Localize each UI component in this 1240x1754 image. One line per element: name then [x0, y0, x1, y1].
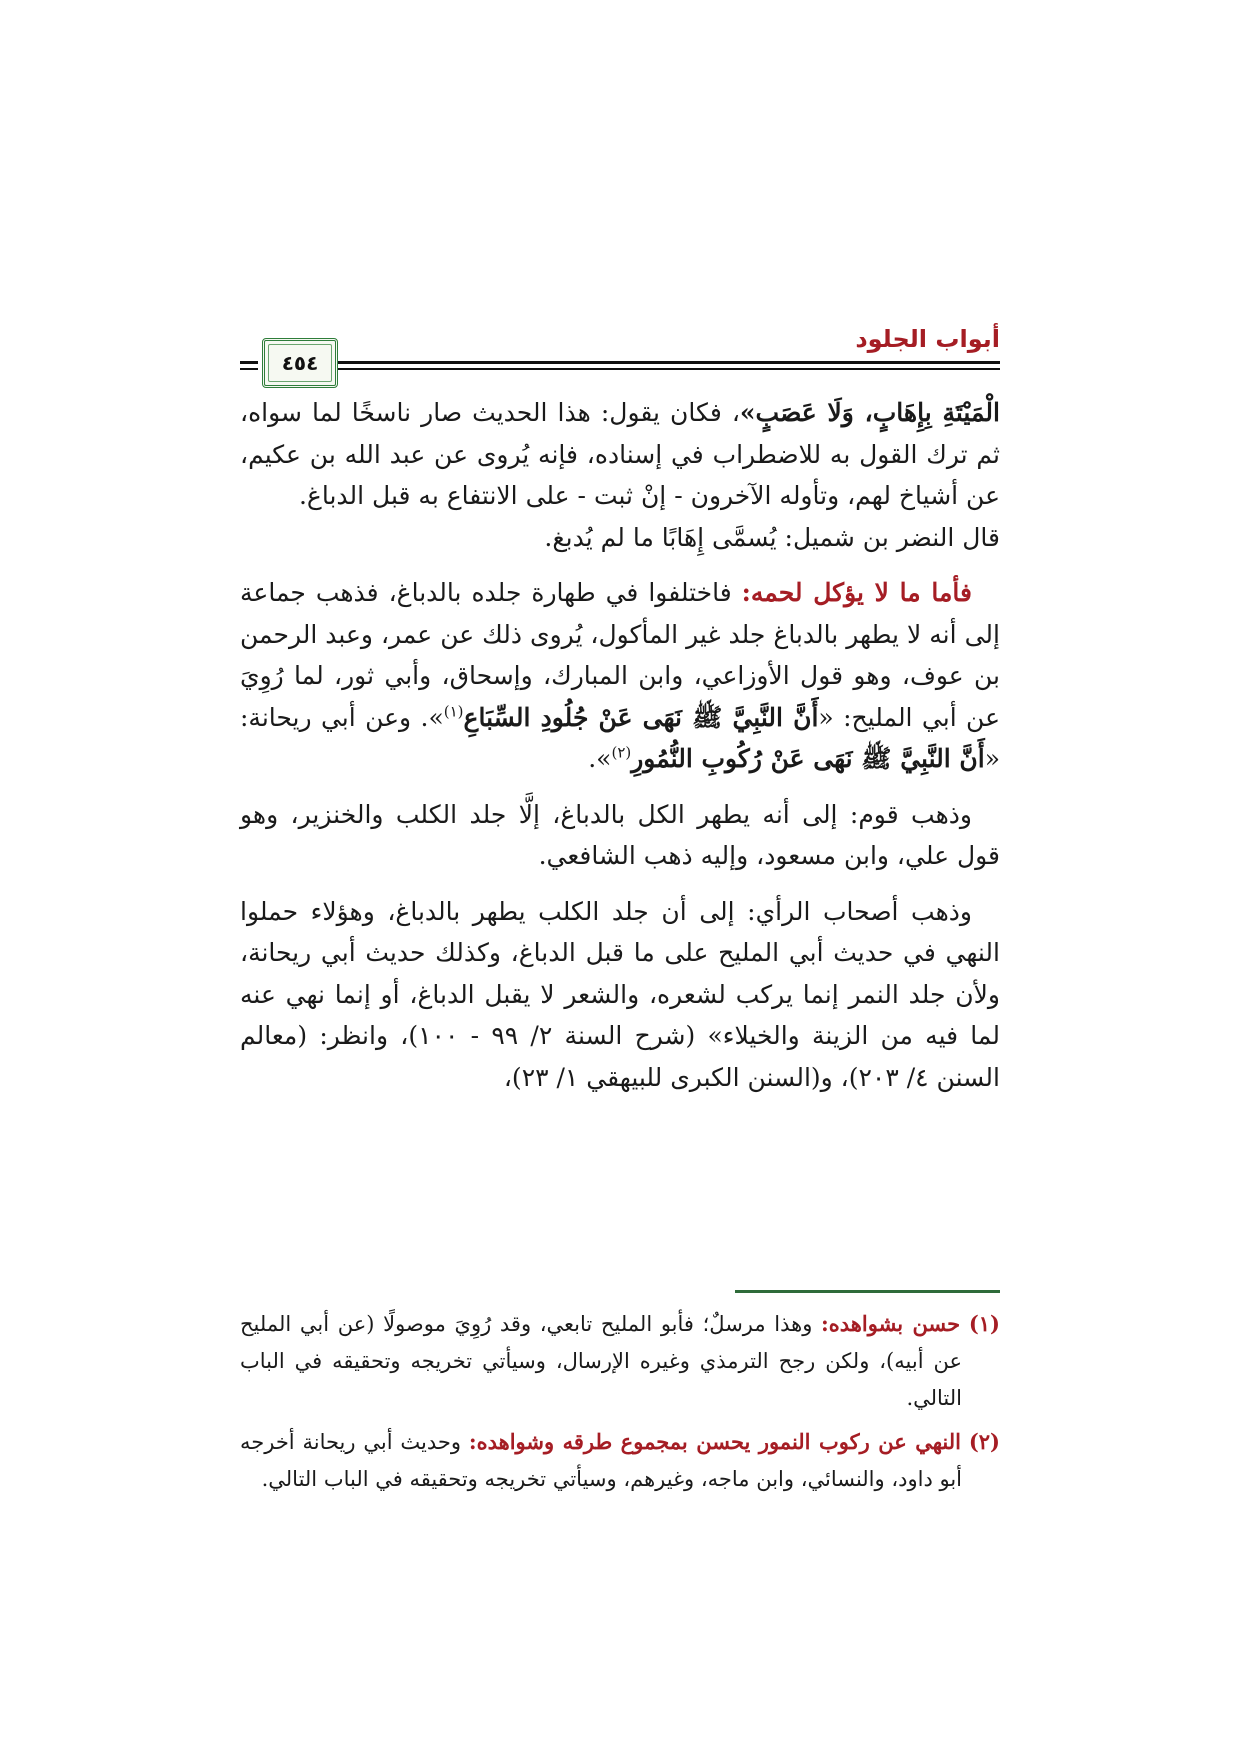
- section-heading: فأما ما لا يؤكل لحمه:: [741, 578, 972, 607]
- footnote-heading: النهي عن ركوب النمور يحسن بمجموع طرقه وشواهده:: [468, 1429, 961, 1454]
- footnote-ref[interactable]: (٢): [611, 743, 632, 762]
- paragraph-text: ، فكان يقول: هذا الحديث صار ناسخًا لما سواه، ثم ترك القول به للاضطراب في إسناده، فإنه يُروى عن عبد الله بن عكيم، عن أشياخ لهم، وتأوله الآخرون - إنْ ثبت - على الانتفاع به قبل الدباغ.: [240, 398, 1000, 510]
- header-rule-left-top: [240, 361, 258, 364]
- paragraph: وذهب أصحاب الرأي: إلى أن جلد الكلب يطهر بالدباغ، وهؤلاء حملوا النهي في حديث أبي المليح على ما قبل الدباغ، وكذلك حديث أبي ريحانة، ولأن جلد النمر إنما يركب لشعره، والشعر لا يقبل الدباغ، أو إنما نهي عنه لما فيه من الزينة والخيلاء» (شرح السنة ٢/ ٩٩ - ١٠٠)، وانظر: (معالم السنن ٤/ ٢٠٣)، و(السنن الكبرى للبيهقي ١/ ٢٣)،: [240, 896, 1000, 1092]
- page-number: ٤٥٤: [281, 351, 319, 375]
- footnote-mark: (١): [968, 1311, 1000, 1336]
- footnote-heading: حسن بشواهده:: [821, 1311, 961, 1336]
- footnote-text: وحديث أبي ريحانة أخرجه أبو داود، والنسائي، وابن ماجه، وغيرهم، وسيأتي تخريجه وتحقيقه في الباب التالي.: [240, 1430, 962, 1491]
- paragraph-text: ».: [588, 744, 612, 773]
- hadith-quote: أَنَّ النَّبِيَّ ﷺ نَهَى عَنْ جُلُودِ السِّبَاعِ: [463, 702, 819, 732]
- paragraph: [240, 572, 1000, 780]
- main-text: [240, 392, 1000, 1112]
- header-rule-left-bottom: [240, 368, 258, 370]
- footnote: [240, 1423, 1000, 1498]
- footnote-text: وهذا مرسلٌ؛ فأبو المليح تابعي، وقد رُوِيَ موصولًا (عن أبي المليح عن أبيه)، ولكن رجح الترمذي وغيره الإرسال، وسيأتي تخريجه وتحقيقه في الباب التالي.: [240, 1312, 962, 1410]
- footnote-mark: (٢): [968, 1429, 1000, 1454]
- hadith-quote: أَنَّ النَّبِيَّ ﷺ نَهَى عَنْ رُكُوبِ النُّمُورِ: [631, 744, 985, 773]
- paragraph-text: ». وعن أبي ريحانة: «: [240, 702, 1000, 773]
- page-header: [240, 322, 1000, 382]
- footnotes: [240, 1305, 1000, 1504]
- header-rule-top: [315, 361, 1000, 364]
- footnote-divider: [735, 1290, 1000, 1293]
- chapter-title: أبواب الجلود: [855, 325, 1000, 353]
- hadith-quote: الْمَيْتَةِ بِإِهَابٍ، وَلَا عَصَبٍ»: [739, 398, 1000, 427]
- paragraph-text: فاختلفوا في طهارة جلده بالدباغ، فذهب جماعة إلى أنه لا يطهر بالدباغ جلد غير المأكول، يُروى ذلك عن عمر، وعبد الرحمن بن عوف، وهو قول الأوزاعي، وابن المبارك، وإسحاق، وأبي ثور، لما رُوِيَ عن أبي المليح: «: [240, 578, 1000, 732]
- paragraph-text: قال النضر بن شميل: يُسمَّى إِهَابًا ما لم يُدبغ.: [544, 522, 1000, 552]
- paragraph: [240, 392, 1000, 558]
- footnote: [240, 1305, 1000, 1417]
- header-rule-bottom: [315, 368, 1000, 370]
- footnote-ref[interactable]: (١): [443, 702, 464, 721]
- paragraph: وذهب قوم: إلى أنه يطهر الكل بالدباغ، إلَّا جلد الكلب والخنزير، وهو قول علي، وابن مسعود، وإليه ذهب الشافعي.: [240, 799, 1000, 870]
- page-number-frame: [262, 338, 338, 388]
